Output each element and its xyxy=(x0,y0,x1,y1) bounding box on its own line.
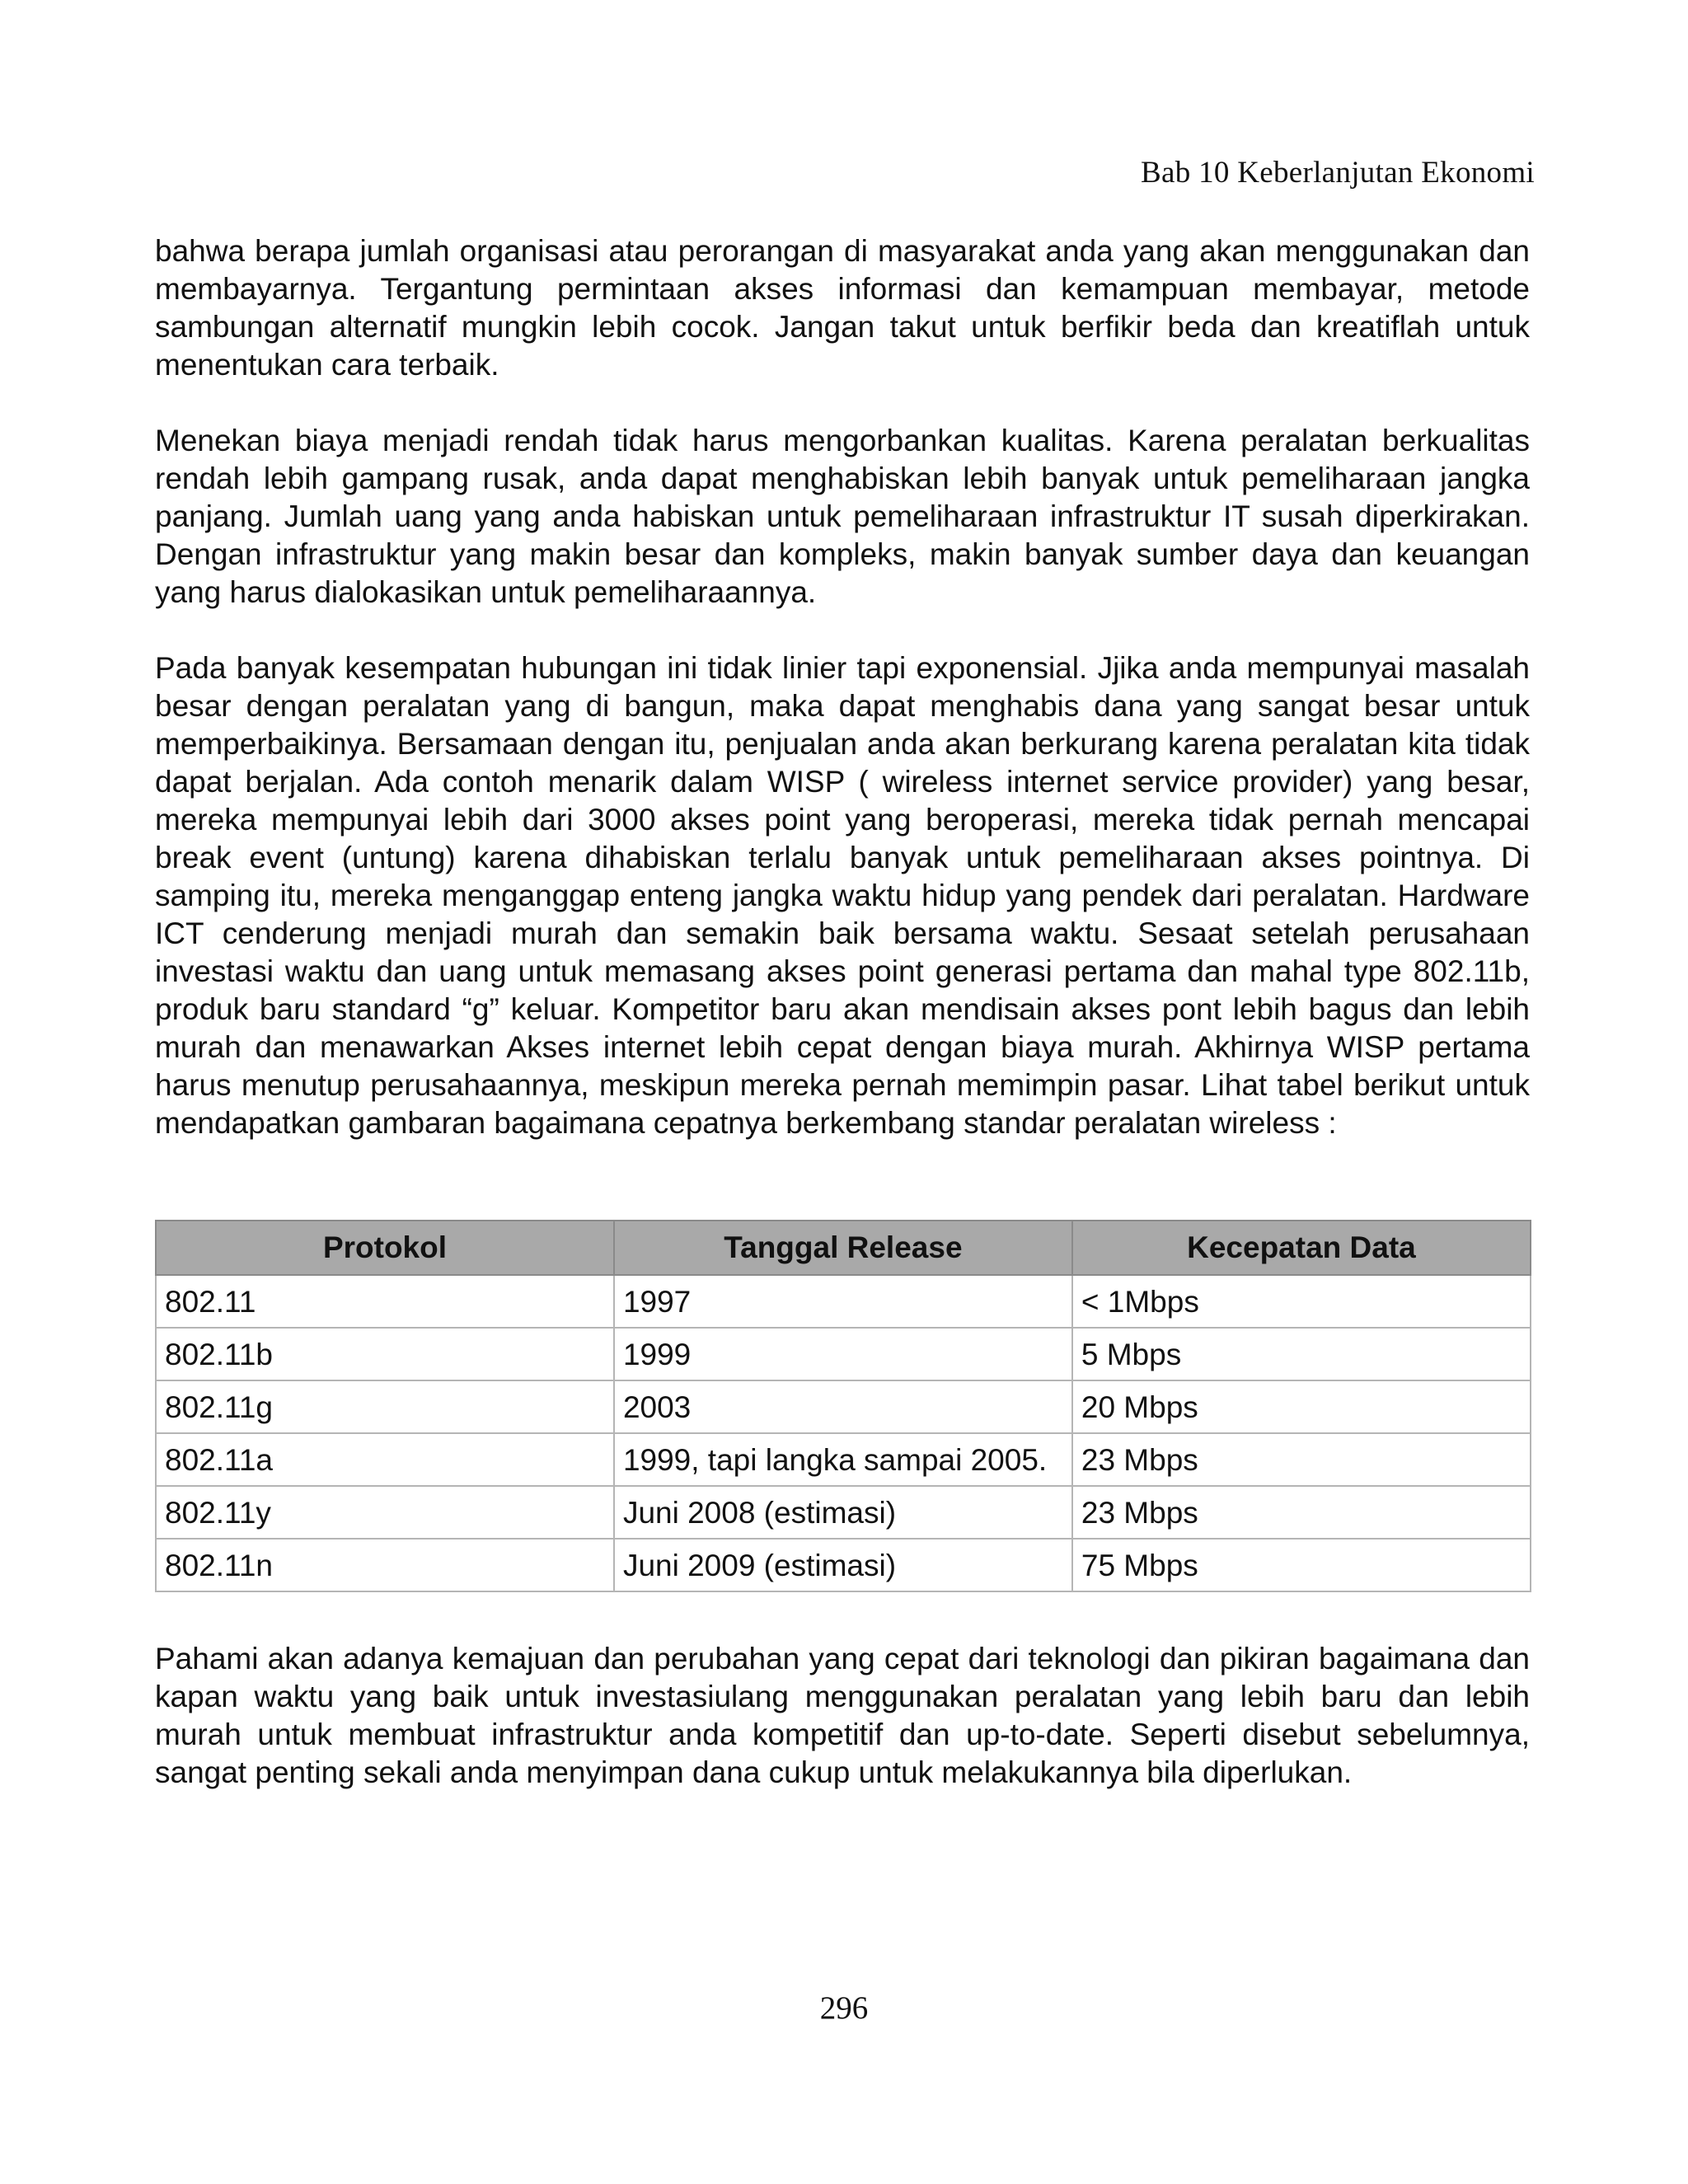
cell-protokol: 802.11a xyxy=(156,1433,614,1486)
running-header: Bab 10 Keberlanjutan Ekonomi xyxy=(1141,156,1535,190)
header-protokol: Protokol xyxy=(156,1221,614,1275)
cell-release: 1999, tapi langka sampai 2005. xyxy=(614,1433,1072,1486)
cell-speed: 23 Mbps xyxy=(1072,1486,1531,1539)
header-tanggal-release: Tanggal Release xyxy=(614,1221,1072,1275)
cell-protokol: 802.11 xyxy=(156,1275,614,1328)
table-row xyxy=(156,1539,1531,1591)
page-body xyxy=(155,232,1530,1792)
table-row xyxy=(156,1486,1531,1539)
cell-speed: < 1Mbps xyxy=(1072,1275,1531,1328)
page-number: 296 xyxy=(819,1990,869,2026)
cell-release: 1999 xyxy=(614,1328,1072,1380)
paragraph-3: Pada banyak kesempatan hubungan ini tidak linier tapi exponensial. Jjika anda mempunyai masalah besar dengan peralatan yang di bangun, maka dapat menghabis dana yang sangat besar untuk memperbaikinya. Bersamaan dengan itu, penjualan anda akan berkurang karena peralatan kita tidak dapat berjalan. Ada contoh menarik dalam WISP ( wireless internet service provider) yang besar, mereka mempunyai lebih dari 3000 akses point yang beroperasi, mereka tidak pernah mencapai break event (untung) karena dihabiskan terlalu banyak untuk pemeliharaan akses pointnya. Di samping itu, mereka menganggap enteng jangka waktu hidup yang pendek dari peralatan. Hardware ICT cenderung menjadi murah dan semakin baik bersama waktu. Sesaat setelah perusahaan investasi waktu dan uang untuk memasang akses point generasi pertama dan mahal type 802.11b, produk baru standard “g” keluar. Kompetitor baru akan mendisain akses pont lebih bagus dan lebih murah dan menawarkan Akses internet lebih cepat dengan biaya murah. Akhirnya WISP pertama harus menutup perusahaannya, meskipun mereka pernah memimpin pasar. Lihat tabel berikut untuk mendapatkan gambaran bagaimana cepatnya berkembang standar peralatan wireless : xyxy=(155,651,1530,1140)
cell-protokol: 802.11b xyxy=(156,1328,614,1380)
table-row xyxy=(156,1433,1531,1486)
cell-release: 1997 xyxy=(614,1275,1072,1328)
cell-release: Juni 2008 (estimasi) xyxy=(614,1486,1072,1539)
cell-release: Juni 2009 (estimasi) xyxy=(614,1539,1072,1591)
wireless-standards-table-wrapper xyxy=(155,1220,1530,1592)
closing-paragraph: Pahami akan adanya kemajuan dan perubahan yang cepat dari teknologi dan pikiran bagaimana dan kapan waktu yang baik untuk investasiulang menggunakan peralatan yang lebih baru dan lebih murah untuk membuat infrastruktur anda kompetitif dan up-to-date. Seperti disebut sebelumnya, sangat penting sekali anda menyimpan dana cukup untuk melakukannya bila diperlukan. xyxy=(155,1642,1530,1789)
table-header-row xyxy=(156,1221,1531,1275)
table-row xyxy=(156,1275,1531,1328)
cell-release: 2003 xyxy=(614,1380,1072,1433)
cell-speed: 75 Mbps xyxy=(1072,1539,1531,1591)
cell-protokol: 802.11n xyxy=(156,1539,614,1591)
cell-speed: 5 Mbps xyxy=(1072,1328,1531,1380)
table-row xyxy=(156,1380,1531,1433)
paragraph-1: bahwa berapa jumlah organisasi atau perorangan di masyarakat anda yang akan menggunakan dan membayarnya. Tergantung permintaan akses informasi dan kemampuan membayar, metode sambungan alternatif mungkin lebih cocok. Jangan takut untuk berfikir beda dan kreatiflah untuk menentukan cara terbaik. xyxy=(155,234,1530,382)
cell-protokol: 802.11y xyxy=(156,1486,614,1539)
cell-speed: 20 Mbps xyxy=(1072,1380,1531,1433)
table-row xyxy=(156,1328,1531,1380)
cell-protokol: 802.11g xyxy=(156,1380,614,1433)
wireless-standards-table xyxy=(155,1220,1531,1592)
cell-speed: 23 Mbps xyxy=(1072,1433,1531,1486)
paragraph-2: Menekan biaya menjadi rendah tidak harus mengorbankan kualitas. Karena peralatan berkualitas rendah lebih gampang rusak, anda dapat menghabiskan lebih banyak untuk pemeliharaan jangka panjang. Jumlah uang yang anda habiskan untuk pemeliharaan infrastruktur IT susah diperkirakan. Dengan infrastruktur yang makin besar dan kompleks, makin banyak sumber daya dan keuangan yang harus dialokasikan untuk pemeliharaannya. xyxy=(155,424,1530,609)
header-kecepatan-data: Kecepatan Data xyxy=(1072,1221,1531,1275)
